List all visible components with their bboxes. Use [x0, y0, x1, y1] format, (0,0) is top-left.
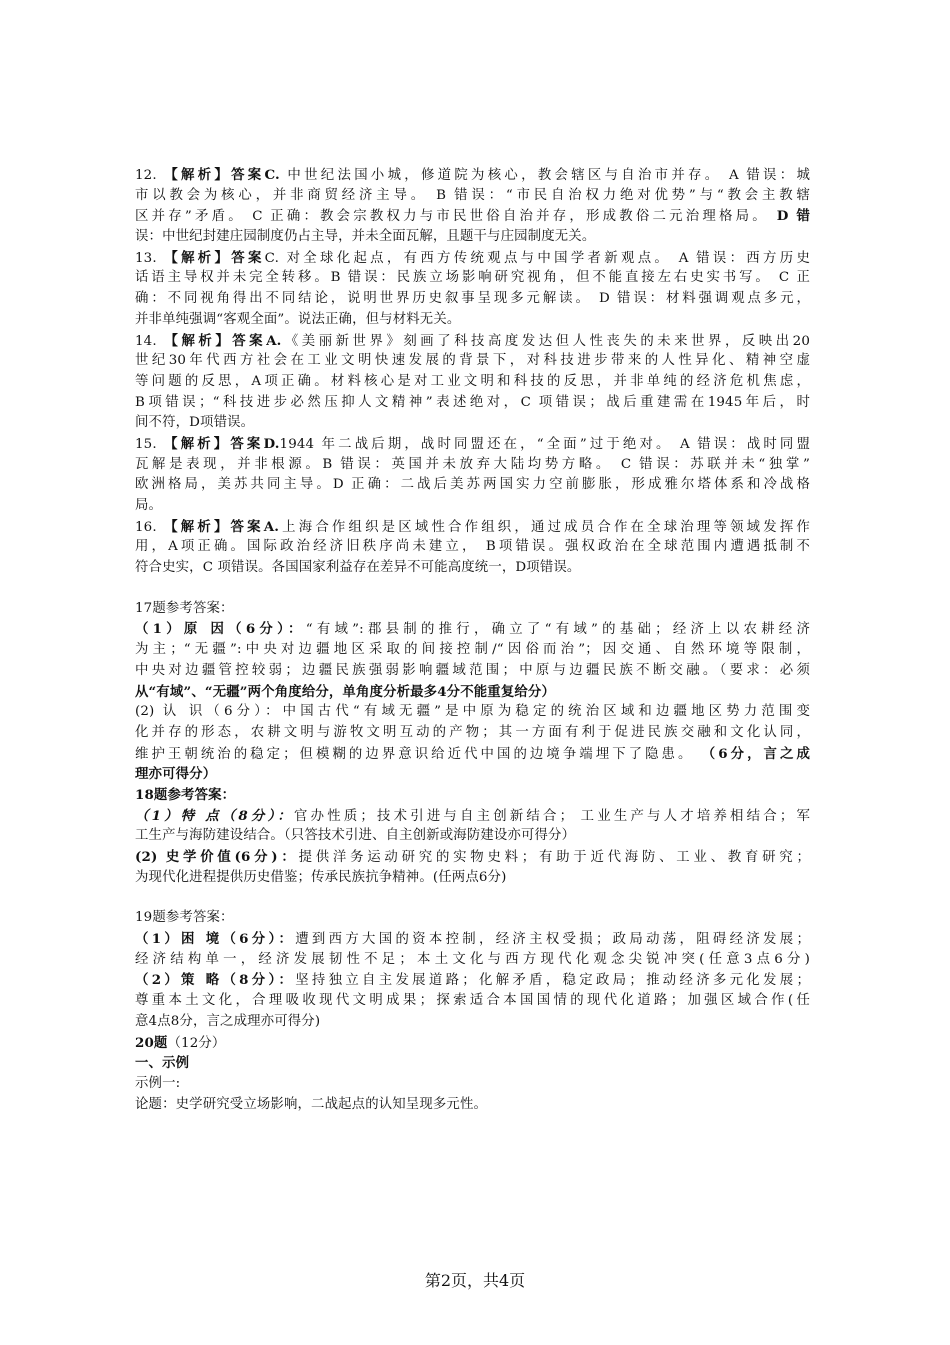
q19-p2-line-3: 意4点8分，言之成理亦可得分): [135, 1013, 321, 1029]
q15-answer-label: 【解析】答案D.: [164, 435, 280, 452]
q18-p1-line-1: （1）特 点（8分）：官办性质；技术引进与自主创新结合； 工业生产与人才培养相结合；军: [135, 807, 810, 824]
q17-p1-line-4: 从“有域”、“无疆”两个角度给分，单角度分析最多4分不能重复给分）: [135, 683, 556, 700]
question-17-answer: [135, 599, 810, 785]
q17-p1-line-3: 中央对边疆管控较弱；边疆民族强弱影响疆域范围；中原与边疆民族不断交融。（要求：必须: [135, 662, 810, 678]
q19-p2-line-2: 尊重本土文化，合理吸收现代文明成果；探索适合本国国情的现代化道路；加强区域合作(任: [135, 993, 810, 1009]
q14-line-5: 间不符，D项错误。: [135, 415, 255, 431]
q19-p1-line-1: （1）困 境（6分）：遭到西方大国的资本控制，经济主权受损；政局动荡，阻碍经济发展；: [135, 931, 810, 948]
q12-line-2: 市以教会为核心，并非商贸经济主导。 B 错误：“市民自治权力绝对优势”与“教会主教辖: [135, 187, 810, 203]
q19-p2-line-1: （2）策 略（8分）：坚持独立自主发展道路；化解矛盾，稳定政局；推动经济多元化发展；: [135, 972, 810, 989]
question-19-answer: [135, 908, 810, 1032]
page-footer: 第2页，共4页: [424, 1271, 526, 1290]
q17-p1-line-2: 为主；“无疆”:中央对边疆地区采取的间接控制/“因俗而治”；因交通、自然环境等限制，: [135, 642, 810, 658]
q12-line-3: 区并存”矛盾。 C 正确：教会宗教权力与市民世俗自治并存，形成教俗二元治理格局。 D 错: [135, 208, 810, 225]
q16-answer-label: 【解析】答案A.: [164, 518, 280, 535]
q18-p2-line-2: 为现代化进程提供历史借鉴；传承民族抗争精神。(任两点6分): [135, 869, 507, 885]
q19-p2-heading: （2）策 略（8分）：: [135, 972, 296, 989]
question-18-answer: [135, 785, 810, 888]
spacer: [135, 579, 810, 599]
q15-line-1: 15. 【解析】答案D.1944 年二战后期，战时同盟还在，“全面”过于绝对。 A 错误：战时同盟: [135, 435, 811, 452]
q17-title: 17题参考答案：: [135, 600, 234, 616]
q17-p1-heading: （1）原 因（6分）：: [135, 621, 306, 638]
q15-line-2: 瓦解是表现，并非根源。B 错误：英国并未放弃大陆均势方略。 C 错误：苏联并未“独掌”: [135, 456, 810, 472]
q14-line-2: 世纪30年代西方社会在工业文明快速发展的背景下，对科技进步带来的人性异化、精神空虚: [135, 353, 810, 369]
question-13-analysis: [135, 248, 810, 331]
q14-line-3: 等问题的反思，A项正确。材料核心是对工业文明和科技的反思，并非单纯的经济危机焦虑，: [135, 373, 810, 389]
q14-line-1: 14. 【解析】答案A.《美丽新世界》刻画了科技高度发达但人性丧失的未来世界，反映出20: [135, 332, 810, 349]
q14-line-4: B项错误；“科技进步必然压抑人文精神”表述绝对，C 项错误；战后重建需在1945年后，时: [135, 394, 810, 410]
question-15-analysis: [135, 434, 810, 517]
q17-p1-line-1: （1）原 因（6分）：“有域”:郡县制的推行，确立了“有域”的基础；经济上以农耕经济: [135, 621, 811, 638]
q17-p2-line-2: 化并存的形态，农耕文明与游牧文明互动的产物；其一方面有利于促进民族交融和文化认同，: [135, 724, 810, 740]
q14-answer-label: 【解析】答案A.: [164, 332, 282, 349]
q15-line-4: 局。: [135, 498, 163, 513]
question-14-analysis: [135, 331, 810, 434]
q18-p2-heading: (2) 史学价值(6分)：: [135, 849, 299, 865]
q19-title: 19题参考答案：: [135, 910, 234, 926]
question-16-analysis: [135, 517, 810, 579]
q13-answer-label: 【解析】答案: [164, 249, 265, 266]
q18-p1-line-2: 工生产与海防建设结合。（只答技术引进、自主创新或海防建设亦可得分）: [135, 828, 576, 844]
q13-line-1: 13. 【解析】答案C. 对全球化起点，有西方传统观点与中国学者新观点。 A 错误：西方历史: [135, 249, 810, 266]
q16-line-3: 符合史实，C 项错误。各国国家利益存在差异不可能高度统一，D项错误。: [135, 560, 581, 576]
q20-section-heading: 一、示例: [135, 1055, 190, 1072]
q18-title: 18题参考答案：: [135, 786, 236, 803]
q12-answer-label: 【解析】答案C.: [164, 167, 280, 183]
q12-line-1: 12. 【解析】答案C. 中世纪法国小城，修道院为核心，教会辖区与自治市并存。 A 错误：城: [135, 167, 810, 183]
q13-line-3: 确：不同视角得出不同结论，说明世界历史叙事呈现多元解读。 D 错误：材料强调观点多元，: [135, 291, 810, 307]
q18-p2-line-1: (2) 史学价值(6分)：提供洋务运动研究的实物史料；有助于近代海防、工业、教育研究；: [135, 849, 811, 865]
q20-example-label: 示例一:: [135, 1075, 181, 1091]
q20-thesis: 论题：史学研究受立场影响，二战起点的认知呈现多元性。: [135, 1096, 488, 1112]
q17-p2-line-4: 理亦可得分）: [135, 766, 217, 783]
q17-p2-line-1: (2) 认 识（6分）：中国古代“有域无疆”是中原为稳定的统治区域和边疆地区势力范围变: [135, 704, 810, 720]
q13-line-2: 话语主导权并未完全转移。B 错误：民族立场影响研究视角，但不能直接左右史实书写。 C 正: [135, 270, 810, 286]
q18-p1-heading: （1）特 点（8分）：: [135, 807, 295, 824]
q17-p2-line-3: 维护王朝统治的稳定；但模糊的边界意识给近代中国的边境争端埋下了隐患。 （6分，言之成: [135, 745, 810, 762]
q20-title: 20题（12分）: [135, 1034, 226, 1051]
q19-p1-line-2: 经济结构单一，经济发展韧性不足；本土文化与西方现代化观念尖锐冲突(任意3点6分): [135, 951, 810, 967]
q19-p1-heading: （1）困 境（6分）：: [135, 931, 296, 948]
question-12-analysis: [135, 165, 810, 248]
question-20-answer: [135, 1033, 810, 1116]
q12-line-4: 误：中世纪封建庄园制度仍占主导，并未全面瓦解，且题干与庄园制度无关。: [135, 229, 596, 245]
spacer: [135, 888, 810, 908]
q16-line-2: 用，A项正确。国际政治经济旧秩序尚未建立， B项错误。强权政治在全球范围内遭遇抵制不: [135, 539, 810, 555]
answer-page: [135, 165, 810, 1115]
q15-line-3: 欧洲格局，美苏共同主导。D 正确：二战后美苏两国实力空前膨胀，形成雅尔塔体系和冷战格: [135, 477, 810, 493]
q16-line-1: 16. 【解析】答案A.上海合作组织是区域性合作组织，通过成员合作在全球治理等领域发挥作: [135, 518, 810, 535]
q13-line-4: 并非单纯强调“客观全面”。说法正确，但与材料无关。: [135, 311, 461, 327]
